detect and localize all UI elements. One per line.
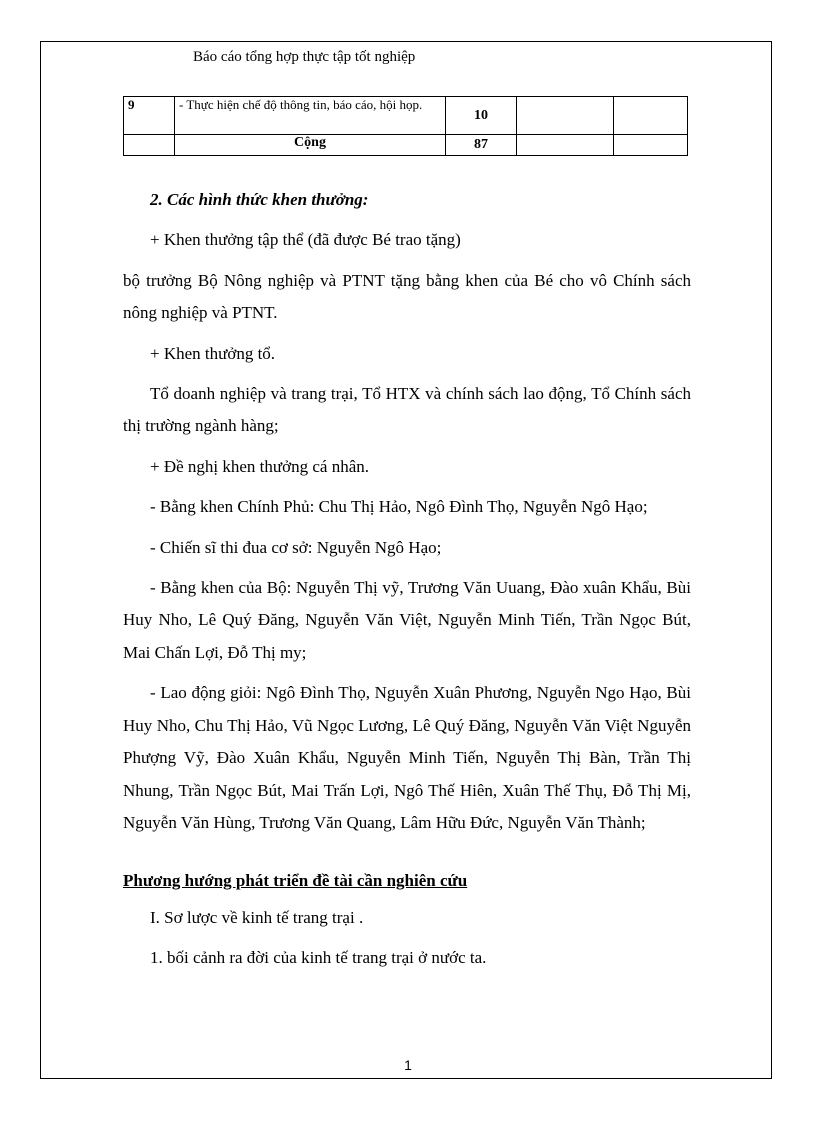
total-score-cell: 87 [446,135,517,156]
paragraph: + Khen thưởng tập thể (đã được Bé trao tặng) [150,230,461,250]
paragraph: bộ trưởng Bộ Nông nghiệp và PTNT tặng bằng khen của Bé cho vô Chính sách nông nghiệp và PTNT. [123,270,691,323]
paragraph: + Đề nghị khen thưởng cá nhân. [150,456,369,476]
row-number-cell [124,135,175,156]
section-heading-awards: 2. Các hình thức khen thưởng: [150,190,369,209]
paragraph: - Chiến sĩ thi đua cơ sở: Nguyễn Ngô Hạo; [150,537,442,557]
section-item: I. Sơ lược về kinh tế trang trại . [150,907,364,927]
page-number: 1 [404,1057,412,1073]
empty-cell [614,135,688,156]
score-cell: 10 [446,97,517,135]
table-row [124,135,688,156]
empty-cell [517,97,614,135]
row-number-cell: 9 [124,97,175,135]
paragraph: - Bằng khen của Bộ: Nguyễn Thị vỹ, Trương Văn Uuang, Đào xuân Khẩu, Bùi Huy Nho, Lê Quý Đăng, Nguyễn Văn Việt, Nguyễn Minh Tiến, Trần Ngọc Bút, Mai Chấn Lợi, Đỗ Thị my; [123,578,691,662]
section-title: Phương hướng phát triển đề tài cần nghiên cứu [123,871,468,891]
empty-cell [614,97,688,135]
document-body [123,184,691,983]
summary-table [123,96,688,156]
empty-cell [517,135,614,156]
total-label-cell: Cộng [175,135,446,156]
section-item: 1. bối cảnh ra đời của kinh tế trang trại ở nước ta. [150,948,487,968]
paragraph: + Khen thưởng tổ. [150,343,276,363]
paragraph: - Bằng khen Chính Phủ: Chu Thị Hảo, Ngô Đình Thọ, Nguyễn Ngô Hạo; [150,497,648,517]
paragraph: - Lao động giỏi: Ngô Đình Thọ, Nguyễn Xuân Phương, Nguyễn Ngo Hạo, Bùi Huy Nho, Chu Thị Hảo, Vũ Ngọc Lương, Lê Quý Đăng, Nguyễn Văn Việt Nguyễn Phượng Vỹ, Đào Xuân Khẩu, Nguyễn Minh Tiến, Nguyễn Thị Bàn, Trần Thị Nhung, Trần Ngọc Bút, Mai Trấn Lợi, Ngô Thế Hiên, Xuân Thế Thụ, Đỗ Thị Mị, Nguyễn Văn Hùng, Trương Văn Quang, Lâm Hữu Đức, Nguyễn Văn Thành; [123,683,691,832]
table-row [124,97,688,135]
content-cell: - Thực hiện chế độ thông tin, báo cáo, hội họp. [175,97,446,135]
paragraph: Tổ doanh nghiệp và trang trại, Tổ HTX và chính sách lao động, Tổ Chính sách thị trường ngành hàng; [123,384,691,436]
document-header-title: Báo cáo tổng hợp thực tập tốt nghiệp [193,49,416,65]
